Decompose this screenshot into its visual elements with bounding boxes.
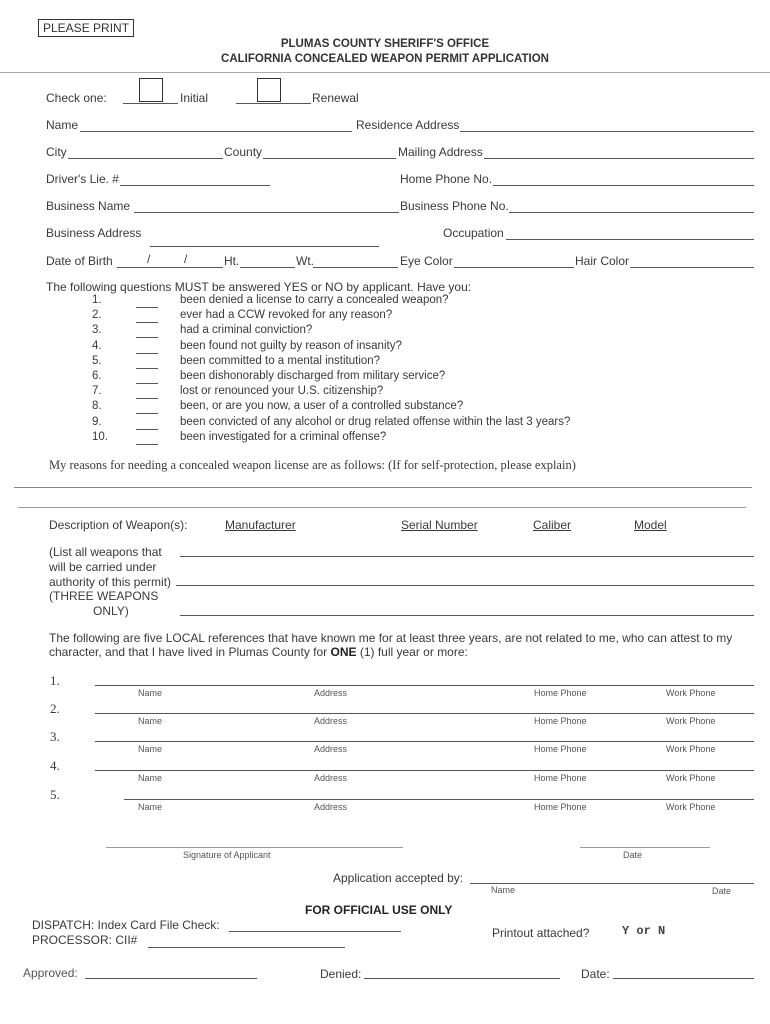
- reference-line[interactable]: [124, 799, 754, 800]
- initial-checkbox[interactable]: [139, 78, 163, 102]
- reference-work-label: Work Phone: [666, 716, 716, 726]
- denied-input[interactable]: [364, 964, 560, 979]
- initial-line: [123, 103, 178, 104]
- signature-line[interactable]: [106, 847, 403, 848]
- business-name-label: Business Name: [46, 199, 131, 213]
- form-title: CALIFORNIA CONCEALED WEAPON PERMIT APPLICATION: [221, 53, 549, 65]
- reference-work-label: Work Phone: [666, 744, 716, 754]
- county-label: County: [224, 145, 263, 159]
- signature-date-label: Date: [623, 850, 643, 860]
- question-number: 2.: [92, 309, 102, 322]
- mailing-label: Mailing Address: [398, 145, 483, 159]
- reference-name-label: Name: [138, 802, 163, 812]
- accepted-line[interactable]: [470, 883, 754, 884]
- signature-date-line[interactable]: [580, 847, 710, 848]
- city-label: City: [46, 145, 67, 159]
- question-text: been convicted of any alcohol or drug related offense within the last 3 years?: [180, 415, 571, 428]
- question-answer-blank[interactable]: [136, 307, 158, 308]
- reference-home-label: Home Phone: [534, 802, 587, 812]
- accepted-date-label: Date: [712, 886, 732, 896]
- question-answer-blank[interactable]: [136, 337, 158, 338]
- reference-line[interactable]: [95, 741, 754, 742]
- reference-number: 4.: [50, 758, 60, 773]
- approved-input[interactable]: [85, 964, 257, 979]
- business-address-label: Business Address: [46, 226, 142, 240]
- question-text: ever had a CCW revoked for any reason?: [180, 309, 393, 322]
- business-phone-label: Business Phone No.: [400, 199, 509, 213]
- city-input[interactable]: [68, 144, 223, 159]
- dob-input[interactable]: [117, 253, 223, 268]
- weapon-line-2[interactable]: [176, 585, 754, 586]
- dispatch-input[interactable]: [229, 917, 401, 932]
- references-intro-1: The following are five LOCAL references that have known me for at least three years, are not related to me, who can attest to my: [49, 631, 733, 645]
- questions-intro: The following questions MUST be answered YES or NO by applicant. Have you:: [46, 280, 472, 294]
- processor-label: PROCESSOR: CII#: [32, 933, 138, 947]
- reasons-label: My reasons for needing a concealed weapon license are as follows: (If for self-protection, please explain): [49, 458, 576, 472]
- question-answer-blank[interactable]: [136, 322, 158, 323]
- business-address-input[interactable]: [150, 232, 379, 247]
- dob-slash-2: /: [184, 252, 188, 266]
- weapons-note-5: ONLY): [93, 604, 129, 618]
- reference-address-label: Address: [314, 716, 348, 726]
- denied-label: Denied:: [320, 967, 362, 981]
- drivers-license-input[interactable]: [120, 171, 270, 186]
- hair-color-input[interactable]: [630, 253, 754, 268]
- name-label: Name: [46, 118, 79, 132]
- approved-label: Approved:: [23, 966, 78, 980]
- reference-home-label: Home Phone: [534, 688, 587, 698]
- question-answer-blank[interactable]: [136, 429, 158, 430]
- renewal-checkbox[interactable]: [257, 78, 281, 102]
- question-text: been denied a license to carry a concealed weapon?: [180, 294, 449, 306]
- question-number: 8.: [92, 400, 102, 413]
- reference-home-label: Home Phone: [534, 744, 587, 754]
- dispatch-label: DISPATCH: Index Card File Check:: [32, 918, 220, 932]
- question-text: been dishonorably discharged from military service?: [180, 370, 446, 382]
- weapons-note-1: (List all weapons that: [49, 545, 162, 559]
- initial-label: Initial: [180, 91, 209, 105]
- question-number: 5.: [92, 354, 102, 367]
- renewal-line: [236, 103, 311, 104]
- occupation-label: Occupation: [443, 226, 504, 240]
- official-use-title: FOR OFFICIAL USE ONLY: [305, 903, 453, 917]
- signature-label: Signature of Applicant: [183, 850, 271, 860]
- date-label: Date:: [581, 967, 610, 981]
- question-answer-blank[interactable]: [136, 444, 158, 445]
- question-answer-blank[interactable]: [136, 398, 158, 399]
- reference-address-label: Address: [314, 688, 348, 698]
- hair-color-label: Hair Color: [575, 254, 630, 268]
- question-answer-blank[interactable]: [136, 368, 158, 369]
- reference-address-label: Address: [314, 773, 348, 783]
- dob-label: Date of Birth: [46, 254, 113, 268]
- weight-label: Wt.: [296, 254, 314, 268]
- model-header: Model: [634, 518, 667, 532]
- date-input[interactable]: [613, 964, 754, 979]
- question-text: been committed to a mental institution?: [180, 354, 381, 367]
- manufacturer-header: Manufacturer: [225, 518, 296, 532]
- please-print-label: PLEASE PRINT: [38, 19, 134, 37]
- processor-input[interactable]: [148, 933, 345, 948]
- weapons-note-3: authority of this permit): [49, 575, 172, 589]
- reference-work-label: Work Phone: [666, 688, 716, 698]
- header-divider: [0, 72, 770, 73]
- question-number: 3.: [92, 324, 102, 337]
- drivers-license-label: Driver's Lie. #: [46, 172, 119, 186]
- reference-name-label: Name: [138, 716, 163, 726]
- question-number: 6.: [92, 370, 102, 382]
- weapon-line-1[interactable]: [180, 556, 754, 557]
- weight-input[interactable]: [313, 253, 398, 268]
- accepted-name-label: Name: [491, 885, 516, 895]
- reference-address-label: Address: [314, 744, 348, 754]
- reference-line[interactable]: [95, 685, 754, 686]
- question-number: 10.: [92, 430, 108, 443]
- header-rule-short: [38, 36, 133, 37]
- reference-work-label: Work Phone: [666, 773, 716, 783]
- reference-number: 2.: [50, 701, 60, 716]
- reasons-line-1[interactable]: [14, 487, 752, 488]
- question-text: had a criminal conviction?: [180, 324, 313, 337]
- weapons-note-4: (THREE WEAPONS: [49, 589, 159, 603]
- printout-label: Printout attached?: [492, 926, 590, 940]
- residence-label: Residence Address: [356, 118, 460, 132]
- height-label: Ht.: [224, 254, 240, 268]
- reference-number: 3.: [50, 729, 60, 744]
- weapons-label: Description of Weapon(s):: [49, 518, 188, 532]
- weapons-note-2: will be carried under: [49, 560, 157, 574]
- reference-line[interactable]: [95, 713, 754, 714]
- mailing-input[interactable]: [484, 144, 754, 159]
- question-text: been investigated for a criminal offense?: [180, 430, 387, 443]
- reference-name-label: Name: [138, 773, 163, 783]
- caliber-header: Caliber: [533, 518, 572, 532]
- reference-home-label: Home Phone: [534, 773, 587, 783]
- accepted-label: Application accepted by:: [333, 871, 464, 885]
- reference-name-label: Name: [138, 744, 163, 754]
- reference-name-label: Name: [138, 688, 163, 698]
- business-name-input[interactable]: [134, 198, 399, 213]
- question-answer-blank[interactable]: [136, 353, 158, 354]
- reasons-line-2[interactable]: [18, 507, 746, 508]
- dob-slash-1: /: [147, 252, 151, 266]
- residence-input[interactable]: [460, 117, 754, 132]
- reference-work-label: Work Phone: [666, 802, 716, 812]
- question-number: 4.: [92, 339, 102, 352]
- serial-number-header: Serial Number: [401, 518, 478, 532]
- business-phone-input[interactable]: [509, 198, 754, 213]
- question-text: been found not guilty by reason of insanity?: [180, 339, 402, 352]
- question-answer-blank[interactable]: [136, 413, 158, 414]
- height-input[interactable]: [240, 253, 295, 268]
- office-title: PLUMAS COUNTY SHERIFF'S OFFICE: [280, 38, 490, 50]
- eye-color-label: Eye Color: [400, 254, 453, 268]
- question-text: been, or are you now, a user of a controlled substance?: [180, 400, 464, 413]
- question-text: lost or renounced your U.S. citizenship?: [180, 385, 384, 398]
- occupation-input[interactable]: [506, 225, 754, 240]
- question-number: 1.: [92, 294, 102, 306]
- weapon-line-3[interactable]: [180, 615, 754, 616]
- references-intro-2: character, and that I have lived in Plumas County for ONE (1) full year or more:: [49, 645, 468, 659]
- question-number: 9.: [92, 415, 102, 428]
- question-number: 7.: [92, 385, 102, 398]
- county-input[interactable]: [263, 144, 396, 159]
- reference-home-label: Home Phone: [534, 716, 587, 726]
- home-phone-input[interactable]: [493, 171, 754, 186]
- check-one-label: Check one:: [46, 91, 107, 105]
- home-phone-label: Home Phone No.: [400, 172, 493, 186]
- reference-number: 1.: [50, 673, 60, 688]
- reference-line[interactable]: [95, 770, 754, 771]
- name-input[interactable]: [80, 117, 352, 132]
- reference-number: 5.: [50, 787, 60, 802]
- eye-color-input[interactable]: [454, 253, 574, 268]
- reference-address-label: Address: [314, 802, 348, 812]
- printout-yn[interactable]: Y or N: [622, 924, 666, 938]
- question-answer-blank[interactable]: [136, 383, 158, 384]
- renewal-label: Renewal: [312, 91, 359, 105]
